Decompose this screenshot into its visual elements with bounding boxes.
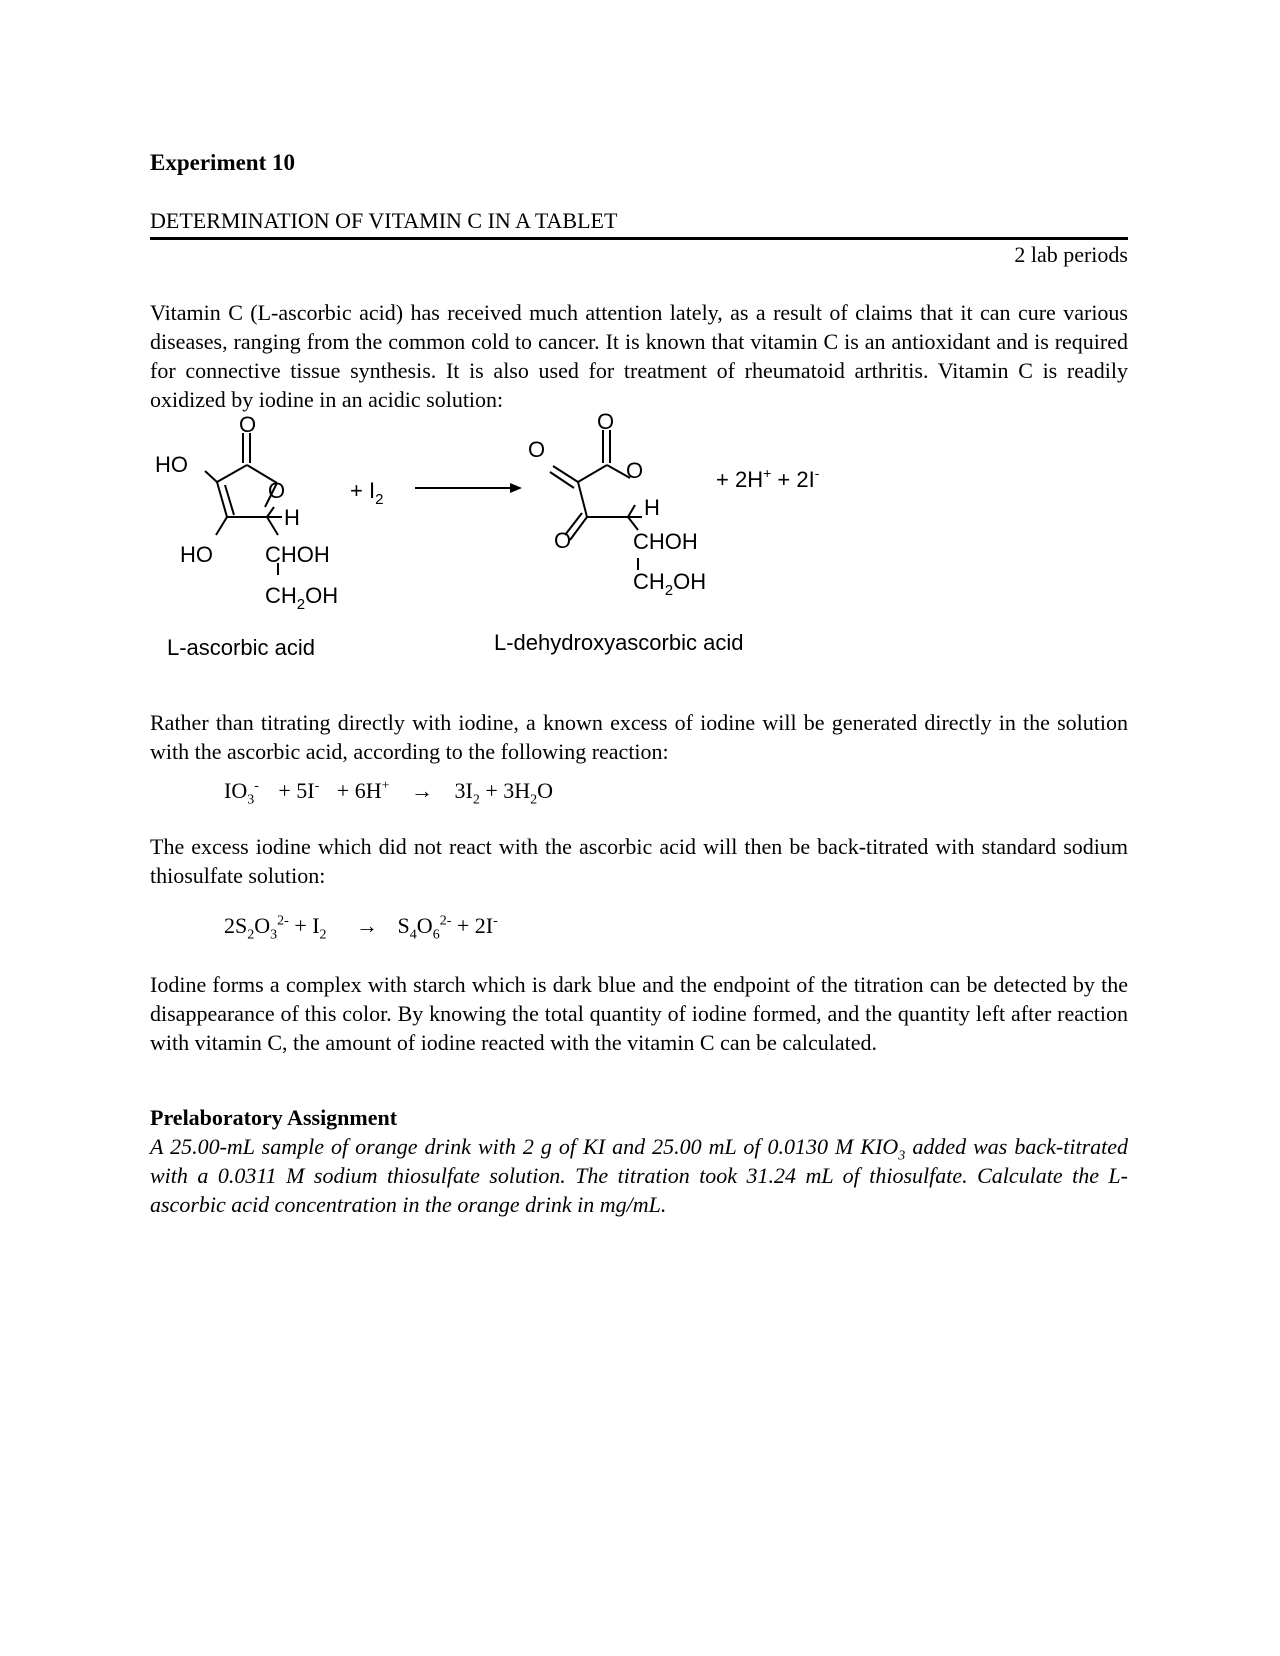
reaction-scheme [150,405,1130,695]
equation-iodate: $IO_3^- + 5I^- + 6H^+ \to 3I_2 + 3H_2O$ [224,778,554,808]
atom-oxygen: O [626,458,644,483]
reactant-label: L-ascorbic acid [167,635,315,660]
atom-oxygen: O [597,409,615,434]
atom-hydroxyl: HO [180,542,213,567]
paragraph-starch-endpoint: Iodine forms a complex with starch which is dark blue and the endpoint of the titration can be detected by the disappearance of this color. By knowing the total quantity of iodine formed, and the quantity left after reaction with vitamin C, the amount of iodine reacted with the vitamin C can be calculated. [150,972,1128,1055]
experiment-title: DETERMINATION OF VITAMIN C IN A TABLET [150,208,618,233]
atom-oxygen: O [239,412,257,437]
group-choh: CHOH [633,529,698,554]
title-underline [150,237,1128,240]
atom-oxygen: O [268,478,286,503]
experiment-number: Experiment 10 [150,150,296,175]
paragraph-back-titration: The excess iodine which did not react with the ascorbic acid will then be back-titrated with standard sodium thiosulfate solution: [150,834,1128,888]
byproducts: + 2H+ + 2I- [716,465,820,492]
group-choh: CHOH [265,542,330,567]
prelab-text: A 25.00-mL sample of orange drink with 2 g of KI and 25.00 mL of 0.0130 M $KIO_3$ added was back-titrated with a 0.0311 M sodium thiosulfate solution. The titration took 31.24 mL of thiosulfate. Calculate the L-ascorbic acid concentration in the orange drink in mg/mL. [150,1134,1129,1217]
prelab-heading: Prelaboratory Assignment [150,1105,398,1130]
equation-thiosulfate: $2S_2O_3^{2-} + I_2 \to S_4O_6^{2-} + 2I^-$ [224,913,498,943]
atom-hydrogen: H [644,495,660,520]
arrow-icon: → [411,778,433,803]
group-ch2oh: $CH_2OH$ [633,569,707,599]
product-label: L-dehydroxyascorbic acid [494,630,744,655]
arrow-icon: → [356,913,379,938]
group-ch2oh: $CH_2OH$ [265,583,339,613]
atom-oxygen: O [554,528,572,553]
atom-hydroxyl: HO [155,452,188,477]
atom-hydrogen: H [284,505,300,530]
atom-oxygen: O [528,437,546,462]
reagent-iodine: + $I_2$ [350,478,384,508]
intro-paragraph: Vitamin C (L-ascorbic acid) has received much attention lately, as a result of claims that it can cure various diseases, ranging from the common cold to cancer. It is known that vitamin C is an antioxidant and is required for connective tissue synthesis. It is also used for treatment of rheumatoid arthritis. Vitamin C is readily oxidized by iodine in an acidic solution: [150,300,1128,412]
lab-periods: 2 lab periods [1014,242,1128,267]
paragraph-excess-iodine: Rather than titrating directly with iodine, a known excess of iodine will be generated directly in the solution with the ascorbic acid, according to the following reaction: [150,710,1128,764]
